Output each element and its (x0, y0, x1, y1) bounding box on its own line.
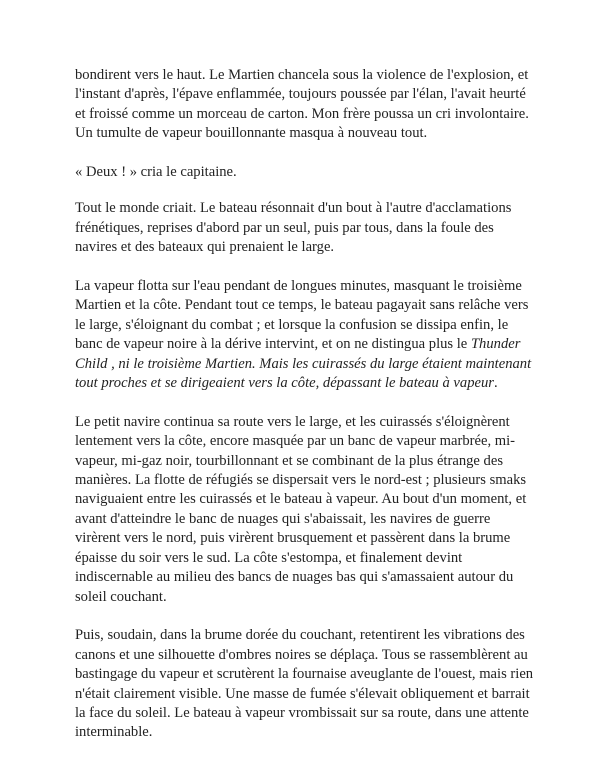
paragraph-captain-cry: « Deux ! » cria le capitaine. (75, 164, 237, 181)
paragraph-vapour-end: . (493, 375, 498, 392)
paragraph-vapour-text: La vapeur flotta sur l'eau pendant de longues minutes, masquant le troisième Martien et la côte. Pendant tout ce temps, le bateau pagayait sans relâche vers le large, s'éloignant du combat ; et lorsque la confusion se dissipa enfin, le banc de vapeur noire à la dérive intervint, et on ne distingua plus le (75, 278, 529, 353)
paragraph-vapour-italic: Thunder Child , ni le troisième Martien. Mais les cuirassés du large étaient maintenant tout proches et se dirigeaient vers la côte, dépassant le bateau à vapeur (75, 336, 532, 392)
paragraph-explosion: bondirent vers le haut. Le Martien chancela sous la violence de l'explosion, et l'instant d'après, l'épave enflammée, toujours poussée par l'élan, l'avait heurté et froissé comme un morceau de carton. Mon frère poussa un cri involontaire. Un tumulte de vapeur bouillonnante masqua à nouveau tout. (75, 67, 529, 142)
paragraph-fleet: Le petit navire continua sa route vers le large, et les cuirassés s'éloignèrent lentement vers la côte, encore masquée par un banc de vapeur marbrée, mi-vapeur, mi-gaz noir, tourbillonnant et se combinant de la plus étrange des manières. La flotte de réfugiés se dispersait vers le nord-est ; plusieurs smaks naviguaient entre les cuirassés et le bateau à vapeur. Au bout d'un moment, et avant d'atteindre le banc de nuages qui s'abaissait, les navires de guerre virèrent vers le nord, puis virèrent brusquement et passèrent dans la brume épaisse du soir vers le sud. La côte s'estompa, et finalement devint indiscernable au milieu des bancs de nuages bas qui s'amassaient autour du soleil couchant. (75, 413, 527, 605)
document-page (75, 66, 537, 762)
paragraph-vapour (75, 277, 537, 393)
paragraph-sunset: Puis, soudain, dans la brume dorée du couchant, retentirent les vibrations des canons et une silhouette d'ombres noires se déplaça. Tous se rassemblèrent au bastingage du vapeur et scrutèrent la fournaise aveuglante de l'ouest, mais rien n'était clairement visible. Une masse de fumée s'élevait obliquement et barrait la face du soleil. Le bateau à vapeur vrombissait sur sa route, dans une attente interminable. (75, 627, 534, 741)
paragraph-cheering: Tout le monde criait. Le bateau résonnait d'un bout à l'autre d'acclamations frénétiques, reprises d'abord par un seul, puis par tous, dans la foule des navires et des bateaux qui prenaient le large. (75, 200, 512, 256)
